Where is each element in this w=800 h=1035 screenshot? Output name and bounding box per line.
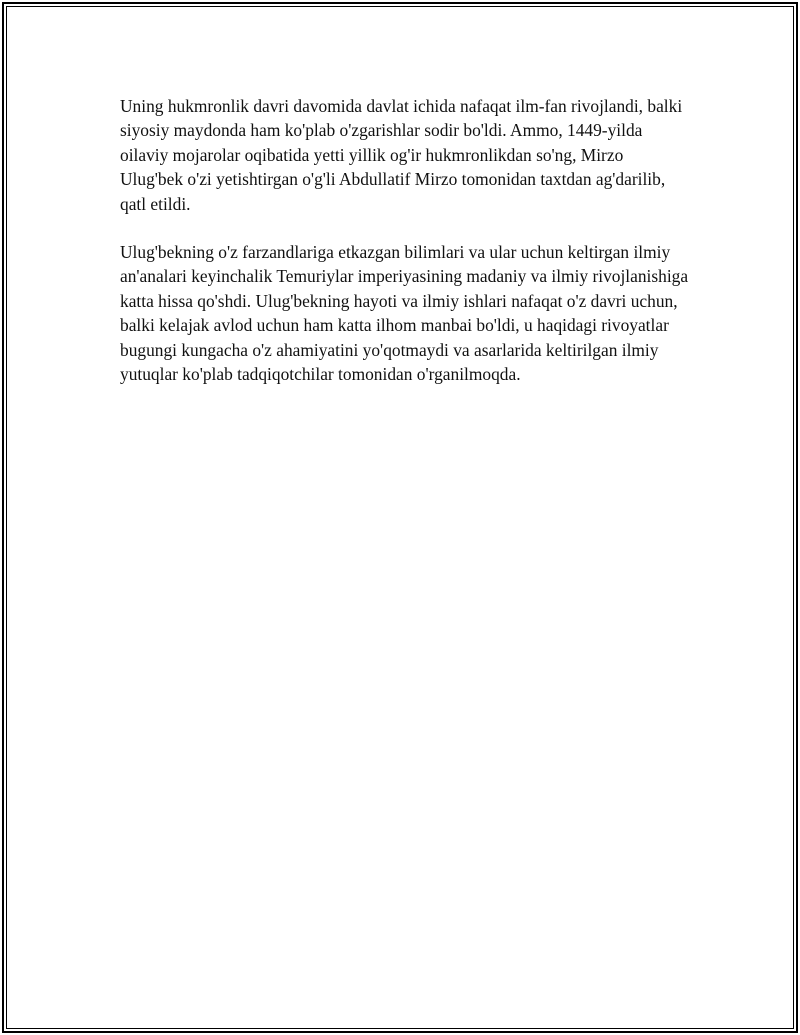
paragraph-2: Ulug'bekning o'z farzandlariga etkazgan bilimlari va ular uchun keltirgan ilmiy an'analari keyinchalik Temuriylar imperiyasining madaniy va ilmiy rivojlanishiga katta hissa qo'shdi. Ulug'bekning hayoti va ilmiy ishlari nafaqat o'z davri uchun, balki kelajak avlod uchun ham katta ilhom manbai bo'ldi, u haqidagi rivoyatlar bugungi kungacha o'z ahamiyatini yo'qotmaydi va asarlarida keltirilgan ilmiy yutuqlar ko'plab tadqiqotchilar tomonidan o'rganilmoqda. <box>120 242 689 385</box>
document-body <box>120 94 690 410</box>
page-border <box>2 2 798 1033</box>
paragraph-1: Uning hukmronlik davri davomida davlat ichida nafaqat ilm-fan rivojlandi, balki siyosiy maydonda ham ko'plab o'zgarishlar sodir bo'ldi. Ammo, 1449-yilda oilaviy mojarolar oqibatida yetti yillik og'ir hukmronlikdan so'ng, Mirzo Ulug'bek o'zi yetishtirgan o'g'li Abdullatif Mirzo tomonidan taxtdan ag'darilib, qatl etildi. <box>120 96 683 214</box>
